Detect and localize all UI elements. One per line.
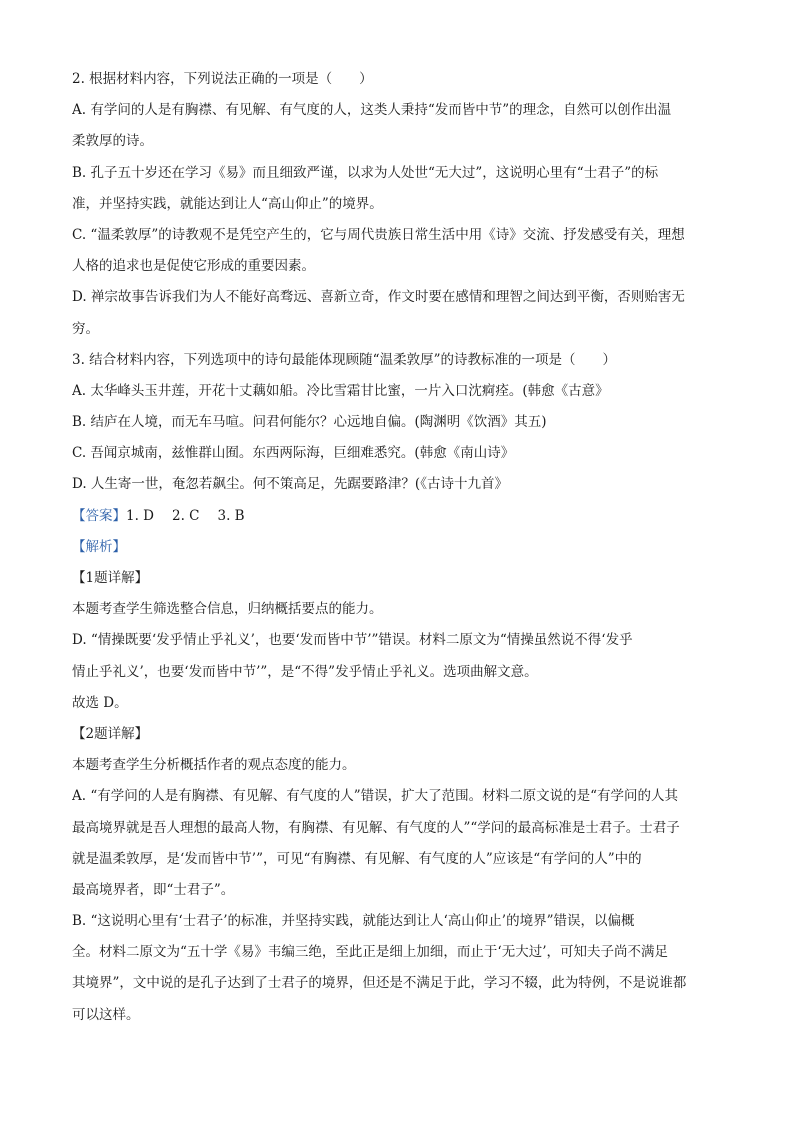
q2-option-c-line-1: C. “温柔敦厚”的诗教观不是凭空产生的，它与周代贵族日常生活中用《诗》交流、抒发感受有关，理想: [72, 226, 685, 243]
detail-2-heading: 【2题详解】: [72, 725, 149, 742]
detail-2-line-4: 就是温柔敦厚，是‘发而皆中节’”，可见“有胸襟、有见解、有气度的人”应该是“有学问的人”中的: [72, 850, 642, 867]
detail-2-line-9: 可以这样。: [72, 1006, 140, 1023]
detail-2-line-2: A. “有学问的人是有胸襟、有见解、有气度的人”错误，扩大了范围。材料二原文说的是“有学问的人其: [72, 788, 679, 805]
analysis-line: [72, 532, 724, 563]
q3-option-b: B. 结庐在人境，而无车马喧。问君何能尔？心远地自偏。(陶渊明《饮酒》其五): [72, 414, 547, 431]
q2-option-d-line-1: D. 禅宗故事告诉我们为人不能好高骛远、喜新立奇，作文时要在感情和理智之间达到平衡，否则贻害无: [72, 289, 685, 306]
document-page: [72, 64, 724, 1031]
question-3-stem: 3. 结合材料内容，下列选项中的诗句最能体现顾随“温柔敦厚”的诗教标准的一项是（ ）: [72, 351, 616, 368]
q2-option-b-line-2: 准，并坚持实践，就能达到让人“高山仰止”的境界。: [72, 195, 383, 212]
detail-2-line-1: 本题考查学生分析概括作者的观点态度的能力。: [72, 757, 356, 774]
answer-item-2: 2. C: [172, 507, 200, 524]
detail-1-line-1: 本题考查学生筛选整合信息，归纳概括要点的能力。: [72, 601, 383, 618]
detail-1-heading: 【1题详解】: [72, 570, 149, 586]
question-2-stem: 2. 根据材料内容，下列说法正确的一项是（ ）: [72, 71, 373, 87]
detail-1-line-3: 情止乎礼义’，也要‘发而皆中节’”，是“不得”发乎情止乎礼义。选项曲解文意。: [72, 663, 538, 680]
q3-option-d: D. 人生寄一世，奄忽若飙尘。何不策高足，先踞要路津？(《古诗十九首》: [72, 476, 508, 493]
q2-option-c-line-2: 人格的追求也是促使它形成的重要因素。: [72, 258, 315, 275]
analysis-label: 【解析】: [72, 538, 126, 555]
answer-item-3: 3. B: [217, 507, 245, 524]
detail-2-line-7: 全。材料二原文为“五十学《易》韦编三绝，至此正是细上加细，而止于‘无大过’，可知夫子尚不满足: [72, 944, 668, 961]
q2-option-b-line-1: B. 孔子五十岁还在学习《易》而且细致严谨，以求为人处世“无大过”，这说明心里有“士君子”的标: [72, 164, 659, 181]
answer-line: [72, 501, 724, 532]
q2-option-a-line-1: A. 有学问的人是有胸襟、有见解、有气度的人，这类人秉持“发而皆中节”的理念，自然可以创作出温: [72, 102, 672, 119]
detail-1-line-4: 故选 D。: [72, 694, 128, 711]
detail-1-line-2: D. “情操既要‘发乎情止乎礼义’，也要‘发而皆中节’”错误。材料二原文为“情操虽然说不得‘发乎: [72, 632, 633, 649]
q3-option-a: A. 太华峰头玉井莲，开花十丈藕如船。冷比雪霜甘比蜜，一片入口沈痾痊。(韩愈《古意》: [72, 382, 609, 399]
answer-item-1: 1. D: [126, 507, 154, 524]
detail-2-line-5: 最高境界者，即“士君子”。: [72, 881, 235, 898]
q2-option-a-line-2: 柔敦厚的诗。: [72, 133, 153, 150]
answer-label: 【答案】: [72, 507, 126, 524]
detail-2-line-8: 其境界”，文中说的是孔子达到了士君子的境界，但还是不满足于此，学习不辍，此为特例，不是说谁都: [72, 975, 687, 992]
detail-2-line-3: 最高境界就是吾人理想的最高人物，有胸襟、有见解、有气度的人”“学问的最高标准是士君子。士君子: [72, 819, 680, 836]
q2-option-d-line-2: 穷。: [72, 320, 99, 337]
detail-2-line-6: B. “这说明心里有‘士君子’的标准，并坚持实践，就能达到让人‘高山仰止’的境界”错误，以偏概: [72, 913, 635, 930]
q3-option-c: C. 吾闻京城南，兹惟群山囿。东西两际海，巨细难悉究。(韩愈《南山诗》: [72, 445, 515, 462]
